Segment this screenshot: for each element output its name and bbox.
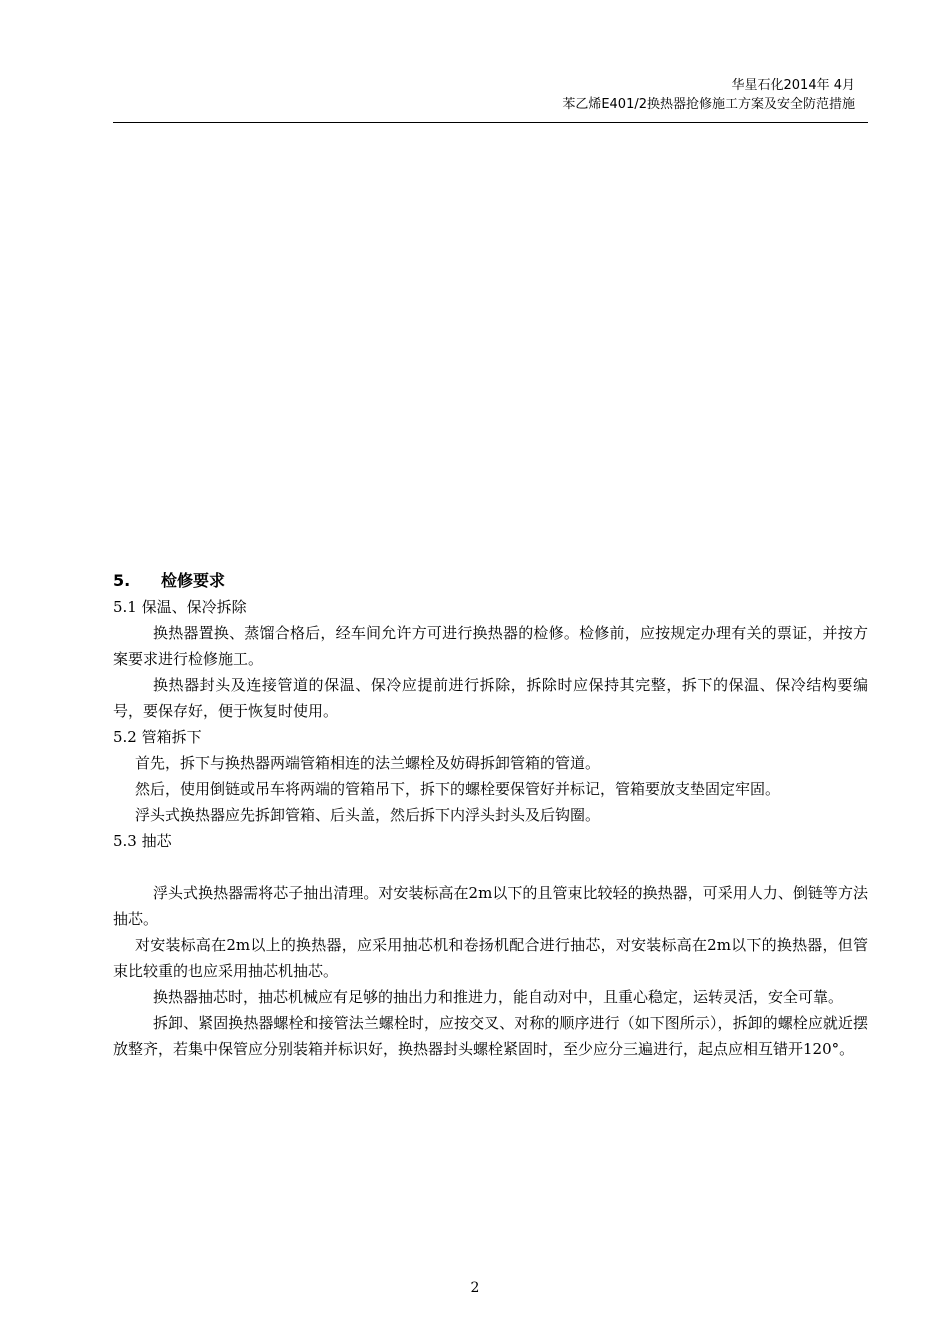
blank-line	[113, 854, 868, 880]
page-header	[562, 76, 855, 114]
page-number: 2	[470, 1280, 480, 1296]
subsection-heading-5-1: 5.1 保温、保冷拆除	[113, 598, 247, 616]
paragraph-5-1-1: 换热器置换、蒸馏合格后，经车间允许方可进行换热器的检修。检修前，应按规定办理有关的票证，并按方案要求进行检修施工。	[113, 624, 868, 668]
paragraph-5-2-3: 浮头式换热器应先拆卸管箱、后头盖，然后拆下内浮头封头及后钩圈。	[135, 806, 601, 824]
paragraph-5-2-2: 然后，使用倒链或吊车将两端的管箱吊下，拆下的螺栓要保管好并标记，管箱要放支垫固定牢固。	[135, 780, 781, 798]
section-number: 5.	[113, 571, 131, 590]
paragraph-5-1-2: 换热器封头及连接管道的保温、保冷应提前进行拆除，拆除时应保持其完整，拆下的保温、保冷结构要编号，要保存好，便于恢复时使用。	[113, 676, 868, 720]
header-divider	[113, 122, 868, 123]
paragraph-5-3-2: 对安装标高在2m以上的换热器，应采用抽芯机和卷扬机配合进行抽芯，对安装标高在2m以下的换热器，但管束比较重的也应采用抽芯机抽芯。	[113, 936, 868, 980]
header-company-date: 华星石化2014年 4月	[731, 78, 855, 93]
paragraph-5-3-4: 拆卸、紧固换热器螺栓和接管法兰螺栓时，应按交叉、对称的顺序进行（如下图所示），拆卸的螺栓应就近摆放整齐，若集中保管应分别装箱并标识好，换热器封头螺栓紧固时，至少应分三遍进行，起点应相互错开120°。	[113, 1014, 868, 1058]
paragraph-5-3-3: 换热器抽芯时，抽芯机械应有足够的抽出力和推进力，能自动对中，且重心稳定，运转灵活，安全可靠。	[153, 988, 844, 1006]
paragraph-5-2-1: 首先，拆下与换热器两端管箱相连的法兰螺栓及妨碍拆卸管箱的管道。	[135, 754, 601, 772]
section-title-text: 检修要求	[161, 571, 226, 590]
document-body	[113, 568, 868, 1062]
section-title	[113, 568, 868, 594]
header-document-title: 苯乙烯E401/2换热器抢修施工方案及安全防范措施	[562, 97, 855, 112]
subsection-heading-5-3: 5.3 抽芯	[113, 832, 172, 850]
subsection-heading-5-2: 5.2 管箱拆下	[113, 728, 202, 746]
paragraph-5-3-1: 浮头式换热器需将芯子抽出清理。对安装标高在2m以下的且管束比较轻的换热器，可采用人力、倒链等方法抽芯。	[113, 884, 868, 928]
